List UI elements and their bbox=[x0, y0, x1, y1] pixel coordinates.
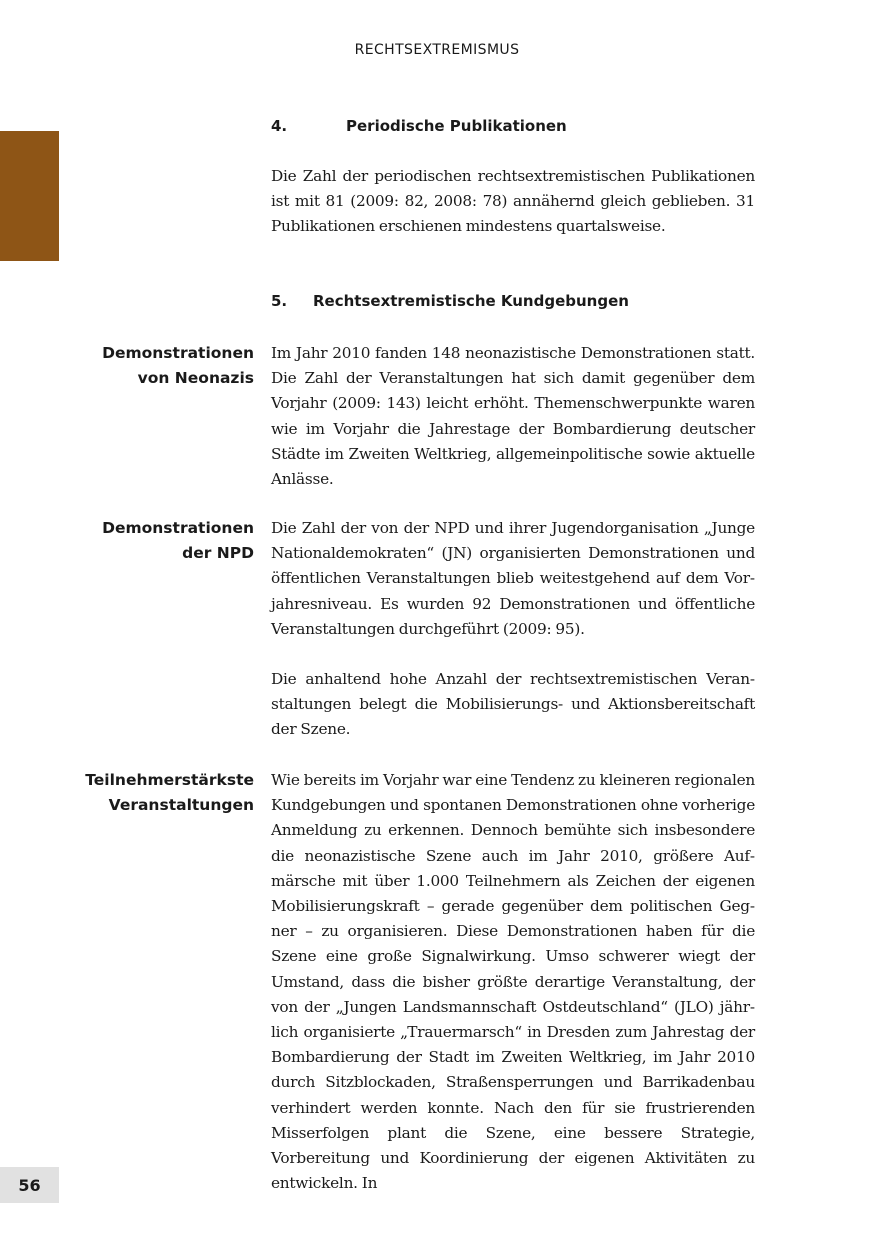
side-heading-npd bbox=[0, 516, 254, 566]
paragraph-teilnehmerstaerkste: Wie bereits im Vorjahr war eine Tendenz zu kleineren regionalen Kundgebungen und spontanen Demonstrationen ohne vorherige Anmeldung zu erkennen. Dennoch bemühte sich insbesondere die neonazistische Szene auch im Jahr 2010, größere Aufmärsche mit über 1.000 Teilnehmern als Zeichen der eigenen Mobilisierungskraft – gerade gegenüber dem politischen Gegner – zu organisieren. Diese Demonstrationen haben für die Szene eine große Signalwirkung. Umso schwerer wiegt der Umstand, dass die bisher größte derartige Veranstaltung, der von der „Jungen Landsmannschaft Ostdeutschland“ (JLO) jährlich organisierte „Trauermarsch“ in Dresden zum Jahrestag der Bombardierung der Stadt im Zweiten Weltkrieg, im Jahr 2010 durch Sitzblockaden, Straßensperrungen und Barrikadenbau verhindert werden konnte. Nach den für sie frustrierenden Misserfolgen plant die Szene, eine bessere Strategie, Vorbereitung und Koordinierung der eigenen Aktivitäten zu entwickeln. In bbox=[271, 771, 755, 1193]
side-heading-line: Veranstaltungen bbox=[108, 796, 254, 815]
running-head: RECHTSEXTREMISMUS bbox=[354, 42, 520, 58]
paragraph-npd: Die Zahl der von der NPD und ihrer Jugendorganisation „Junge Nationaldemokraten“ (JN) organisierten Demonstrationen und öffentlichen Veranstaltungen blieb weitestgehend auf dem Vorjahresniveau. Es wurden 92 Demonstrationen und öffentliche Veranstaltungen durchgeführt (2009: 95). bbox=[271, 519, 755, 638]
section-5-title: Rechtsextremistische Kundgebungen bbox=[313, 292, 629, 310]
side-heading-line: der NPD bbox=[182, 544, 254, 563]
section-5-heading bbox=[271, 291, 629, 311]
section-4-title: Periodische Publikationen bbox=[346, 117, 567, 135]
section-4-number: 4. bbox=[271, 117, 288, 135]
section-5-number: 5. bbox=[271, 292, 288, 310]
side-heading-line: Demonstrationen bbox=[102, 519, 254, 537]
side-heading-teilnehmerstaerkste bbox=[0, 768, 254, 818]
paragraph-mobilisierung: Die anhaltend hohe Anzahl der rechtsextremistischen Veranstaltungen belegt die Mobilisierungs- und Aktionsbereitschaft der Szene. bbox=[271, 670, 755, 739]
section-4-paragraph: Die Zahl der periodischen rechtsextremistischen Publikationen ist mit 81 (2009: 82, 2008: 78) annähernd gleich geblieben. 31 Publikationen erschienen mindestens quartalsweise. bbox=[271, 167, 755, 236]
section-4-heading bbox=[271, 116, 567, 136]
side-heading-neonazis bbox=[0, 341, 254, 391]
side-heading-line: von Neonazis bbox=[137, 369, 254, 388]
page-number: 56 bbox=[0, 1167, 59, 1203]
chapter-accent-bar bbox=[0, 131, 59, 261]
side-heading-line: Teilnehmerstärkste bbox=[85, 771, 254, 789]
side-heading-line: Demonstrationen bbox=[102, 344, 254, 362]
paragraph-neonazis: Im Jahr 2010 fanden 148 neonazistische Demonstrationen statt. Die Zahl der Veranstaltungen hat sich damit gegenüber dem Vorjahr (2009: 143) leicht erhöht. Themenschwerpunkte waren wie im Vorjahr die Jahrestage der Bombardierung deutscher Städte im Zweiten Weltkrieg, allgemeinpolitische sowie aktuelle Anlässe. bbox=[271, 344, 755, 489]
